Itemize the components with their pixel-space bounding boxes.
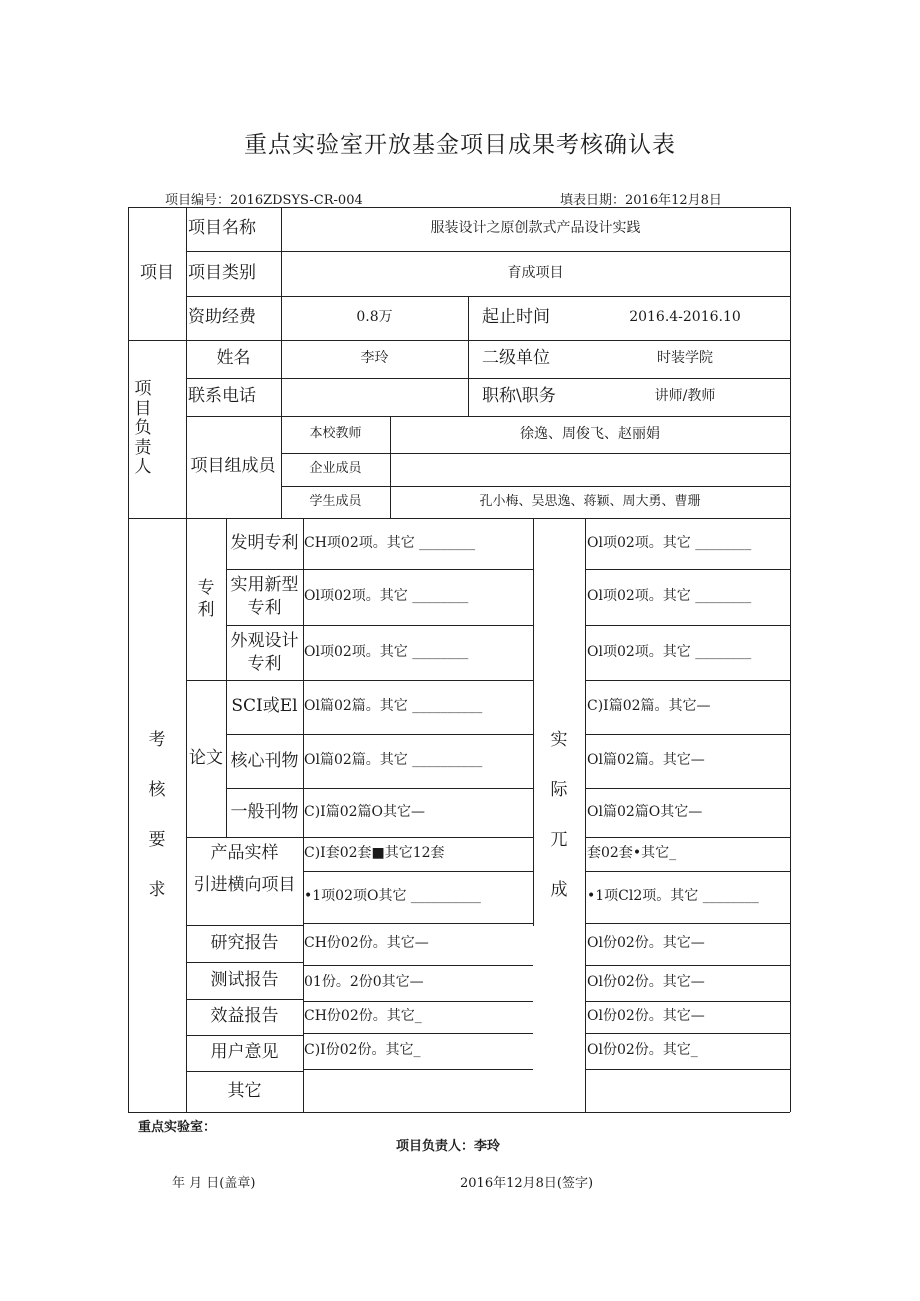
fill-date: 填表日期：2016年12月8日: [560, 193, 722, 208]
required-output-value: CH份02份。其它_: [304, 1008, 422, 1025]
funding-label: 资助经费: [188, 307, 256, 328]
section-leader-label: [128, 340, 158, 518]
actual-completion-label: [533, 518, 585, 1112]
teachers-label: 本校教师: [309, 426, 362, 442]
unit-value: 时装学院: [657, 350, 713, 367]
project-number: 项目编号：2016ZDSYS-CR-004: [165, 193, 363, 208]
enterprise-value: [390, 453, 790, 486]
required-output-value: •1项02项O其它 __________: [304, 888, 481, 905]
students-label: 学生成员: [309, 493, 362, 509]
job-title-value: 讲师/教师: [654, 388, 716, 405]
assessment-item-label: 实用新型专利: [230, 575, 299, 618]
actual-output-value: •1项Cl2项。其它 ________: [587, 888, 759, 905]
section-assessment-text: 考核要求: [148, 730, 166, 900]
required-output-value: Ol项02项。其它 ________: [304, 588, 469, 605]
required-output-value: CH项02项。其它 ________: [304, 534, 476, 551]
required-output-value: Ol项02项。其它 ________: [304, 643, 469, 660]
lab-seal-date: 年 月 日(盖章): [172, 1176, 256, 1191]
leader-name-value: 李玲: [360, 350, 389, 367]
actual-output-value: Ol篇02篇O其它—: [587, 803, 703, 820]
project-name-label: 项目名称: [188, 218, 256, 239]
actual-output-value: Ol份02份。其它—: [587, 974, 705, 991]
assessment-item-label: SCI或El: [231, 696, 298, 717]
paper-group-label: 论文: [189, 747, 223, 768]
actual-output-value: Ol项02项。其它 ________: [587, 534, 752, 551]
job-title-label: 职称\职务: [482, 386, 556, 407]
funding-value: 0.8万: [356, 309, 393, 326]
actual-output-value: Ol项02项。其它 ________: [587, 643, 752, 660]
page-title: 重点实验室开放基金项目成果考核确认表: [244, 132, 676, 158]
required-output-value: CH份02份。其它—: [304, 935, 429, 952]
actual-output-value: Ol项02项。其它 ________: [587, 588, 752, 605]
section-project-label: 项目: [140, 262, 174, 283]
assessment-item-label: 产品实样: [210, 843, 279, 864]
actual-output-value: Ol份02份。其它_: [587, 1042, 698, 1059]
actual-output-value: 套02套•其它_: [587, 845, 677, 862]
lab-label: 重点实验室：: [138, 1120, 217, 1135]
leader-sign-label: 项目负责人：李玲: [396, 1139, 501, 1154]
actual-output-value: Ol份02份。其它—: [587, 1008, 705, 1025]
patent-group-text: 专利: [197, 578, 215, 620]
project-type-value: 育成项目: [507, 264, 564, 281]
period-label: 起止时间: [482, 307, 550, 328]
assessment-item-label: 其它: [227, 1080, 262, 1101]
required-output-value: Ol篇02篇。其它 __________: [304, 698, 483, 715]
required-output-value: C)I份02份。其它_: [304, 1042, 421, 1059]
actual-output-value: C)I篇02篇。其它—: [587, 698, 711, 715]
actual-completion-text: 实际兀成: [550, 730, 568, 900]
patent-group-label: [186, 518, 226, 680]
assessment-item-label: 核心刊物: [230, 750, 299, 771]
project-type-label: 项目类别: [188, 262, 256, 283]
required-output-value: 01份。2份0其它—: [304, 974, 424, 991]
assessment-item-label: 测试报告: [210, 969, 279, 990]
assessment-item-label: 发明专利: [230, 533, 299, 553]
assessment-item-label: 外观设计专利: [230, 630, 299, 674]
teachers-value: 徐逸、周俊飞、赵丽娟: [520, 425, 660, 442]
required-output-value: Ol篇02篇。其它 __________: [304, 752, 483, 769]
period-value: 2016.4-2016.10: [629, 309, 741, 326]
required-output-value: C)I篇02篇O其它—: [304, 803, 425, 820]
section-assessment-label: [128, 518, 186, 1112]
enterprise-label: 企业成员: [309, 461, 362, 477]
assessment-item-label: 用户意见: [210, 1042, 279, 1063]
leader-name-label: 姓名: [216, 348, 251, 369]
assessment-item-label: 一般刊物: [230, 802, 299, 822]
actual-output-value: [585, 1069, 792, 1112]
assessment-item-label: 引进横向项目: [193, 875, 296, 896]
leader-sign-date: 2016年12月8日(签字): [460, 1176, 594, 1191]
actual-output-value: Ol份02份。其它—: [587, 935, 705, 952]
assessment-item-label: 研究报告: [210, 932, 279, 953]
members-label: 项目组成员: [190, 456, 276, 477]
students-value: 孔小梅、吴思逸、蒋颖、周大勇、曹珊: [479, 493, 701, 509]
phone-label: 联系电话: [188, 386, 256, 407]
assessment-item-label: 效益报告: [210, 1006, 279, 1027]
actual-output-value: Ol篇02篇。其它—: [587, 752, 705, 769]
required-output-value: [303, 1069, 534, 1112]
unit-label: 二级单位: [482, 348, 550, 369]
phone-value: [281, 378, 468, 416]
required-output-value: C)I套02套■其它12套: [304, 845, 445, 862]
section-leader-text: 项目负责人: [134, 379, 152, 478]
project-name-value: 服装设计之原创款式产品设计实践: [430, 220, 641, 237]
